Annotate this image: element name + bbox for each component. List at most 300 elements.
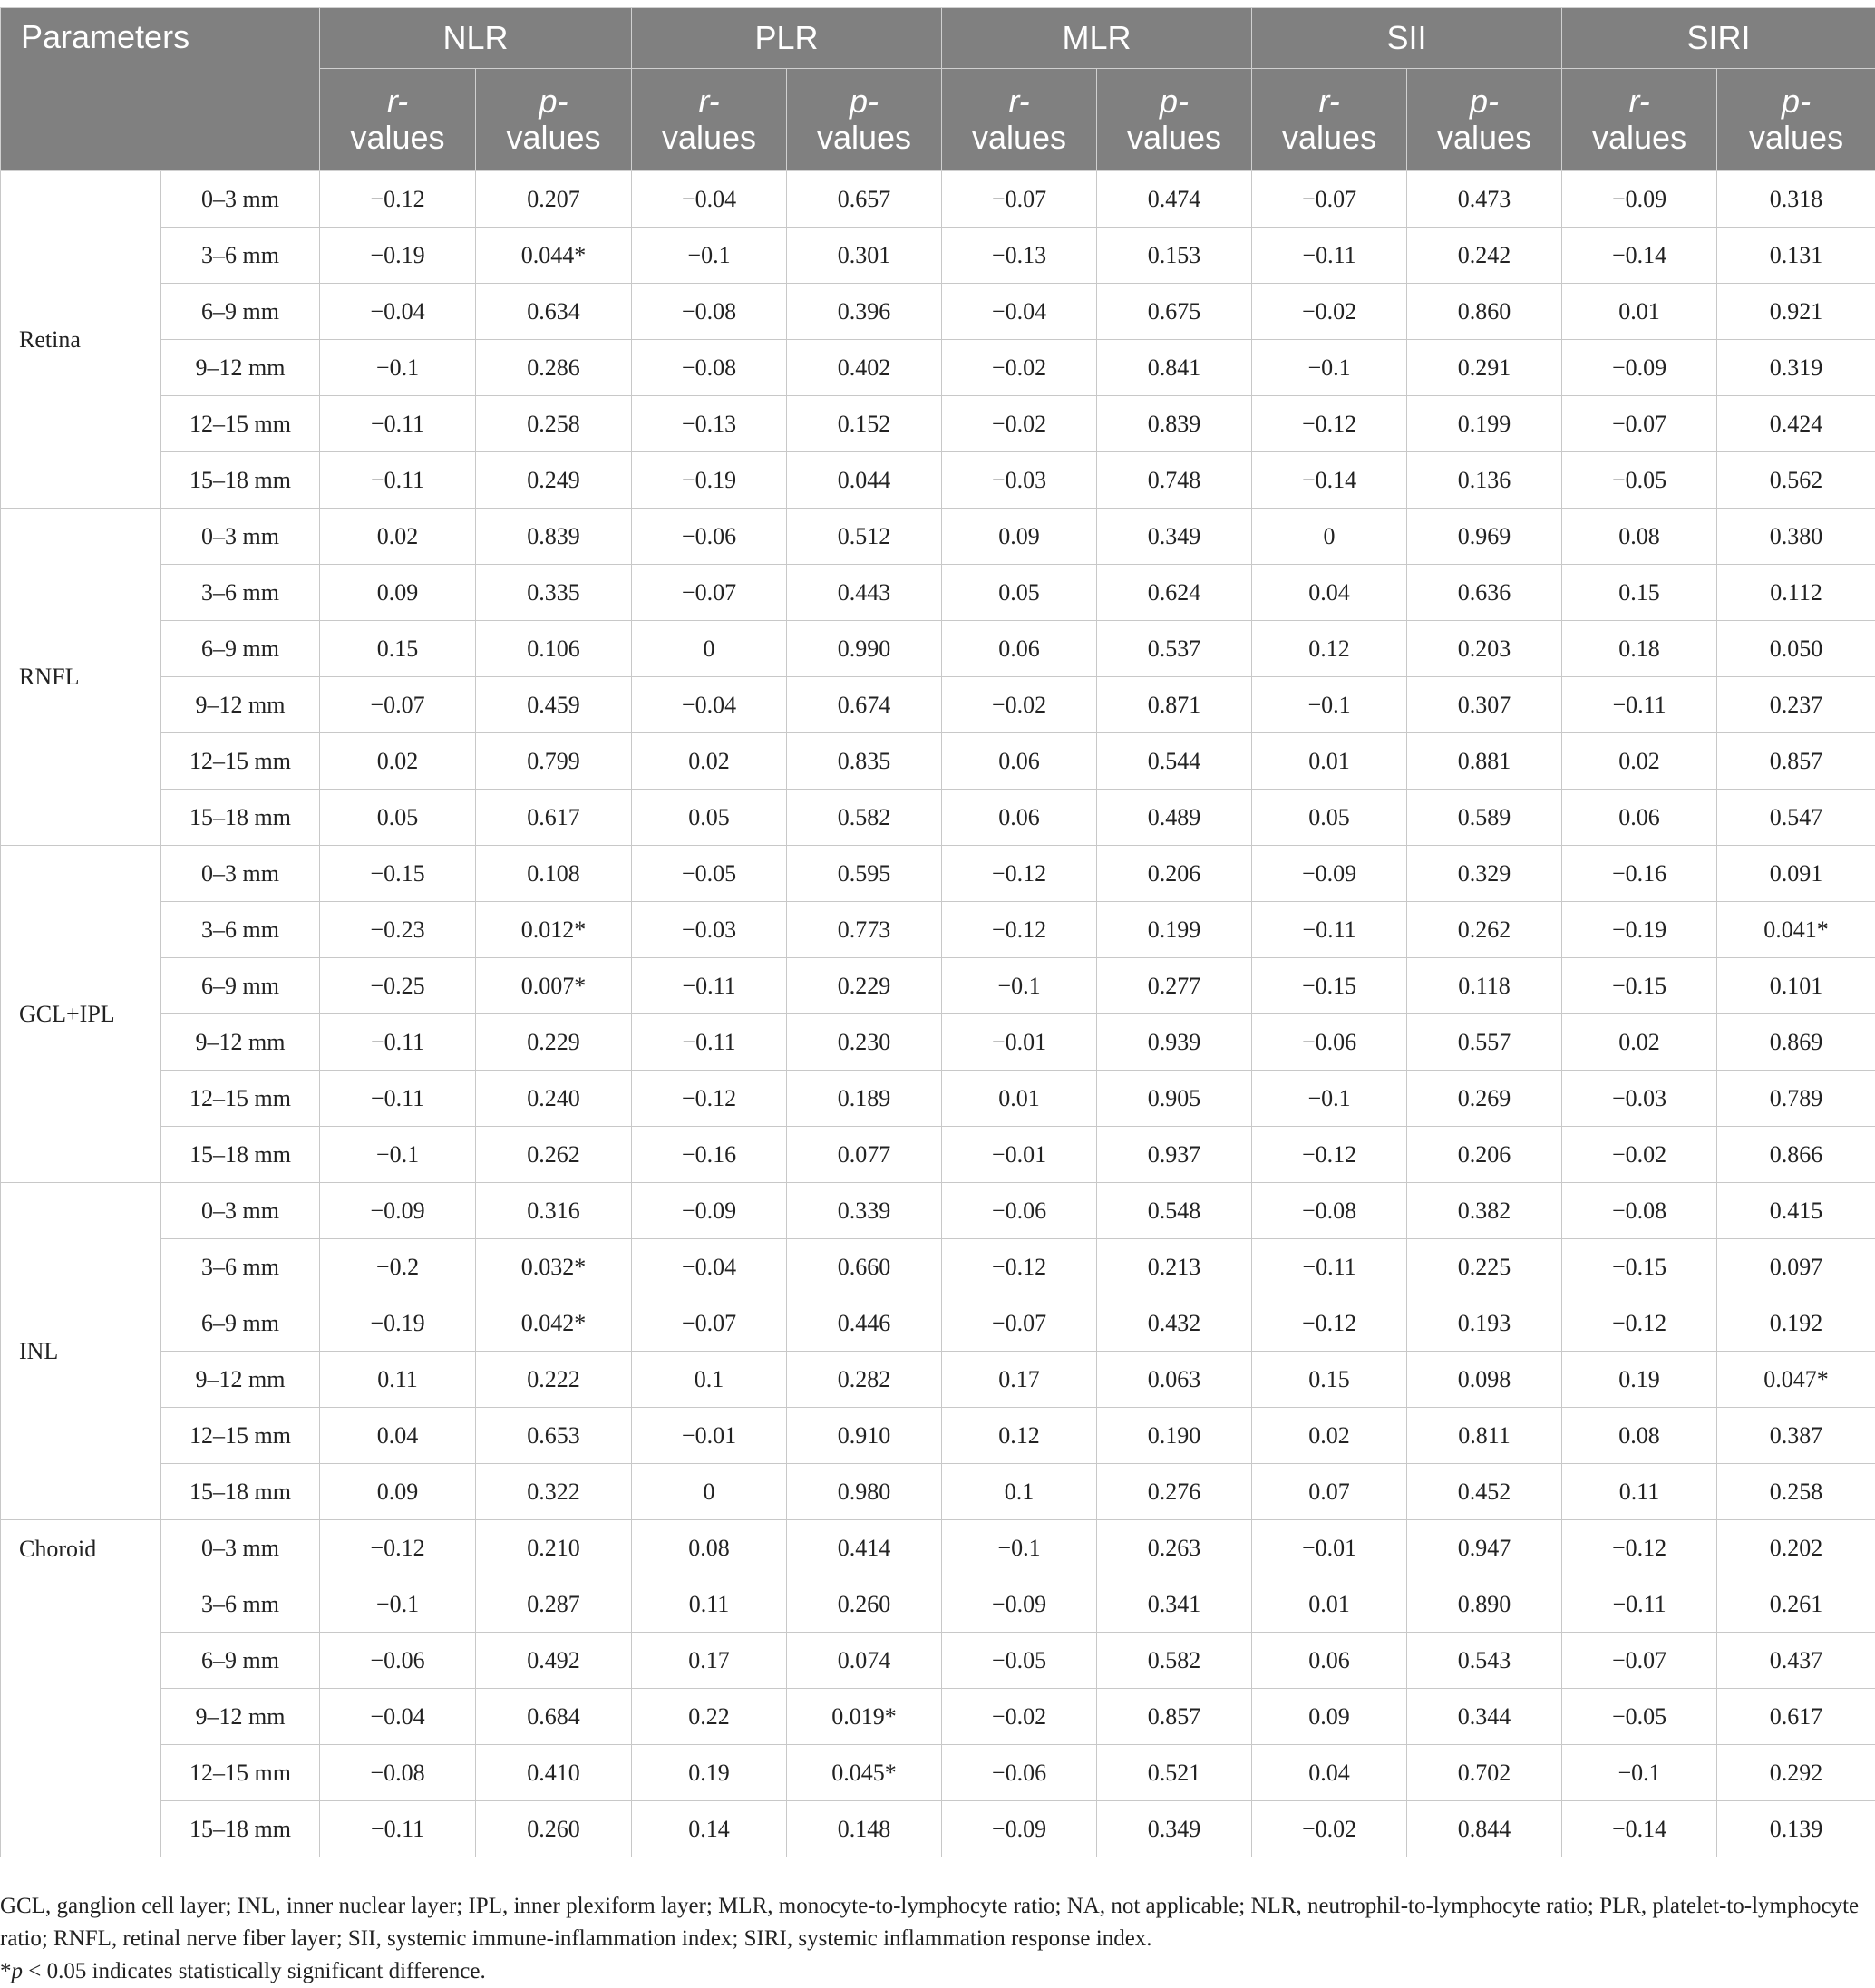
p-value-cell: 0.189 (787, 1071, 942, 1127)
p-value-cell: 0.617 (476, 790, 632, 846)
p-value-cell: 0.980 (787, 1464, 942, 1520)
r-value-cell: 0.02 (320, 509, 476, 565)
r-value-cell: 0.08 (1562, 509, 1717, 565)
p-value-cell: 0.242 (1407, 228, 1562, 284)
header-plr-r-values (632, 69, 787, 171)
p-value-cell: 0.050 (1717, 621, 1875, 677)
p-value-cell: 0.097 (1717, 1239, 1875, 1295)
p-value-cell: 0.657 (787, 171, 942, 228)
p-value-cell: 0.249 (476, 452, 632, 509)
range-label: 6–9 mm (161, 284, 320, 340)
header-values-word: values (1749, 119, 1843, 156)
r-value-cell: −0.12 (632, 1071, 787, 1127)
p-value-cell: 0.292 (1717, 1745, 1875, 1801)
r-value-cell: 0.02 (1252, 1408, 1407, 1464)
header-p-prefix: p- (1782, 82, 1811, 120)
p-value-cell: 0.260 (787, 1576, 942, 1633)
r-value-cell: 0.04 (1252, 565, 1407, 621)
header-sii-p-values (1407, 69, 1562, 171)
header-sii-r-values (1252, 69, 1407, 171)
p-value-cell: 0.344 (1407, 1689, 1562, 1745)
r-value-cell: −0.12 (942, 846, 1097, 902)
header-values-word: values (817, 119, 911, 156)
table-row (1, 1633, 1875, 1689)
range-label: 9–12 mm (161, 340, 320, 396)
p-value-cell: 0.229 (476, 1014, 632, 1071)
table-row (1, 171, 1875, 228)
p-value-cell: 0.844 (1407, 1801, 1562, 1857)
range-label: 9–12 mm (161, 1352, 320, 1408)
p-value-cell: 0.229 (787, 958, 942, 1014)
r-value-cell: −0.1 (320, 340, 476, 396)
header-metric-mlr: MLR (942, 8, 1252, 69)
p-value-cell: 0.269 (1407, 1071, 1562, 1127)
p-value-cell: 0.230 (787, 1014, 942, 1071)
r-value-cell: 0.18 (1562, 621, 1717, 677)
header-metric-plr: PLR (632, 8, 942, 69)
header-metric-nlr: NLR (320, 8, 632, 69)
range-label: 12–15 mm (161, 1071, 320, 1127)
r-value-cell: −0.07 (632, 565, 787, 621)
p-value-cell: 0.582 (787, 790, 942, 846)
range-label: 3–6 mm (161, 1576, 320, 1633)
r-value-cell: −0.07 (1252, 171, 1407, 228)
table-row (1, 1745, 1875, 1801)
r-value-cell: −0.09 (942, 1576, 1097, 1633)
table-row (1, 1295, 1875, 1352)
footnote-significance (0, 1955, 1875, 1988)
group-label: Retina (1, 171, 161, 509)
p-value-cell: 0.136 (1407, 452, 1562, 509)
r-value-cell: −0.07 (942, 1295, 1097, 1352)
header-p-prefix: p- (850, 82, 879, 120)
r-value-cell: −0.12 (942, 902, 1097, 958)
r-value-cell: 0.05 (320, 790, 476, 846)
r-value-cell: −0.1 (942, 1520, 1097, 1576)
p-value-cell: 0.091 (1717, 846, 1875, 902)
r-value-cell: −0.06 (1252, 1014, 1407, 1071)
p-value-cell: 0.474 (1097, 171, 1252, 228)
r-value-cell: −0.1 (632, 228, 787, 284)
r-value-cell: −0.12 (1562, 1520, 1717, 1576)
r-value-cell: −0.11 (1252, 228, 1407, 284)
r-value-cell: −0.1 (320, 1576, 476, 1633)
p-value-cell: 0.042* (476, 1295, 632, 1352)
p-value-cell: 0.192 (1717, 1295, 1875, 1352)
r-value-cell: −0.05 (1562, 1689, 1717, 1745)
r-value-cell: −0.11 (320, 1014, 476, 1071)
r-value-cell: 0.15 (320, 621, 476, 677)
range-label: 0–3 mm (161, 1183, 320, 1239)
r-value-cell: −0.04 (632, 1239, 787, 1295)
r-value-cell: 0.06 (942, 621, 1097, 677)
range-label: 6–9 mm (161, 1633, 320, 1689)
r-value-cell: −0.06 (632, 509, 787, 565)
p-value-cell: 0.674 (787, 677, 942, 733)
r-value-cell: 0.04 (1252, 1745, 1407, 1801)
header-p-prefix: p- (1160, 82, 1189, 120)
p-value-cell: 0.277 (1097, 958, 1252, 1014)
r-value-cell: −0.11 (320, 1801, 476, 1857)
p-value-cell: 0.866 (1717, 1127, 1875, 1183)
table-row (1, 902, 1875, 958)
r-value-cell: −0.09 (942, 1801, 1097, 1857)
r-value-cell: 0.05 (632, 790, 787, 846)
p-value-cell: 0.261 (1717, 1576, 1875, 1633)
p-value-cell: 0.789 (1717, 1071, 1875, 1127)
r-value-cell: 0.09 (320, 565, 476, 621)
p-value-cell: 0.443 (787, 565, 942, 621)
header-values-word: values (1437, 119, 1531, 156)
r-value-cell: 0.11 (1562, 1464, 1717, 1520)
r-value-cell: 0 (1252, 509, 1407, 565)
r-value-cell: 0.07 (1252, 1464, 1407, 1520)
p-value-cell: 0.432 (1097, 1295, 1252, 1352)
r-value-cell: 0.06 (942, 790, 1097, 846)
table-row (1, 958, 1875, 1014)
r-value-cell: −0.01 (942, 1127, 1097, 1183)
r-value-cell: −0.11 (632, 958, 787, 1014)
r-value-cell: −0.12 (1252, 396, 1407, 452)
r-value-cell: 0.22 (632, 1689, 787, 1745)
r-value-cell: −0.03 (1562, 1071, 1717, 1127)
r-value-cell: −0.12 (942, 1239, 1097, 1295)
r-value-cell: −0.09 (1562, 340, 1717, 396)
r-value-cell: −0.03 (942, 452, 1097, 509)
r-value-cell: −0.11 (632, 1014, 787, 1071)
header-r-prefix: r- (387, 82, 408, 120)
p-value-cell: 0.921 (1717, 284, 1875, 340)
table-row (1, 1352, 1875, 1408)
p-value-cell: 0.098 (1407, 1352, 1562, 1408)
p-value-cell: 0.258 (476, 396, 632, 452)
p-value-cell: 0.041* (1717, 902, 1875, 958)
header-r-prefix: r- (1318, 82, 1339, 120)
range-label: 15–18 mm (161, 790, 320, 846)
range-label: 6–9 mm (161, 958, 320, 1014)
r-value-cell: 0.17 (632, 1633, 787, 1689)
p-value-cell: 0.387 (1717, 1408, 1875, 1464)
r-value-cell: −0.16 (1562, 846, 1717, 902)
p-value-cell: 0.007* (476, 958, 632, 1014)
r-value-cell: −0.15 (1562, 1239, 1717, 1295)
p-value-cell: 0.947 (1407, 1520, 1562, 1576)
r-value-cell: 0.01 (1562, 284, 1717, 340)
p-value-cell: 0.860 (1407, 284, 1562, 340)
r-value-cell: 0.11 (632, 1576, 787, 1633)
p-value-cell: 0.702 (1407, 1745, 1562, 1801)
p-value-cell: 0.811 (1407, 1408, 1562, 1464)
r-value-cell: 0 (632, 1464, 787, 1520)
range-label: 3–6 mm (161, 1239, 320, 1295)
footnote-significance-text: < 0.05 indicates statistically significant difference. (23, 1959, 486, 1983)
range-label: 15–18 mm (161, 452, 320, 509)
r-value-cell: 0.1 (942, 1464, 1097, 1520)
p-value-cell: 0.990 (787, 621, 942, 677)
table-row (1, 340, 1875, 396)
p-value-cell: 0.544 (1097, 733, 1252, 790)
r-value-cell: −0.12 (1252, 1295, 1407, 1352)
range-label: 3–6 mm (161, 902, 320, 958)
r-value-cell: −0.09 (1562, 171, 1717, 228)
r-value-cell: 0.06 (1562, 790, 1717, 846)
table-row (1, 396, 1875, 452)
r-value-cell: −0.04 (632, 171, 787, 228)
range-label: 9–12 mm (161, 1689, 320, 1745)
r-value-cell: −0.15 (1562, 958, 1717, 1014)
p-value-cell: 0.557 (1407, 1014, 1562, 1071)
p-value-cell: 0.108 (476, 846, 632, 902)
table-body (1, 171, 1875, 1857)
r-value-cell: −0.11 (1252, 1239, 1407, 1295)
p-value-cell: 0.881 (1407, 733, 1562, 790)
table-row (1, 509, 1875, 565)
p-value-cell: 0.562 (1717, 452, 1875, 509)
p-value-cell: 0.857 (1717, 733, 1875, 790)
r-value-cell: −0.04 (942, 284, 1097, 340)
p-value-cell: 0.349 (1097, 1801, 1252, 1857)
table-row (1, 1014, 1875, 1071)
p-value-cell: 0.402 (787, 340, 942, 396)
p-value-cell: 0.636 (1407, 565, 1562, 621)
p-value-cell: 0.595 (787, 846, 942, 902)
p-value-cell: 0.548 (1097, 1183, 1252, 1239)
r-value-cell: 0.02 (632, 733, 787, 790)
footnote-star: * (0, 1959, 12, 1983)
r-value-cell: 0.08 (632, 1520, 787, 1576)
correlation-table (0, 7, 1875, 1857)
r-value-cell: 0.01 (1252, 733, 1407, 790)
r-value-cell: −0.14 (1562, 228, 1717, 284)
header-plr-p-values (787, 69, 942, 171)
p-value-cell: 0.537 (1097, 621, 1252, 677)
p-value-cell: 0.512 (787, 509, 942, 565)
p-value-cell: 0.543 (1407, 1633, 1562, 1689)
r-value-cell: −0.01 (942, 1014, 1097, 1071)
header-values-word: values (1592, 119, 1686, 156)
header-values-word: values (972, 119, 1066, 156)
r-value-cell: 0.06 (942, 733, 1097, 790)
p-value-cell: 0.318 (1717, 171, 1875, 228)
p-value-cell: 0.489 (1097, 790, 1252, 846)
p-value-cell: 0.193 (1407, 1295, 1562, 1352)
range-label: 0–3 mm (161, 846, 320, 902)
range-label: 0–3 mm (161, 1520, 320, 1576)
r-value-cell: −0.07 (1562, 1633, 1717, 1689)
r-value-cell: −0.25 (320, 958, 476, 1014)
p-value-cell: 0.044 (787, 452, 942, 509)
p-value-cell: 0.106 (476, 621, 632, 677)
group-label: GCL+IPL (1, 846, 161, 1183)
r-value-cell: −0.07 (632, 1295, 787, 1352)
p-value-cell: 0.019* (787, 1689, 942, 1745)
p-value-cell: 0.207 (476, 171, 632, 228)
r-value-cell: −0.05 (632, 846, 787, 902)
r-value-cell: −0.02 (942, 1689, 1097, 1745)
p-value-cell: 0.653 (476, 1408, 632, 1464)
range-label: 15–18 mm (161, 1127, 320, 1183)
header-values-word: values (662, 119, 756, 156)
p-value-cell: 0.349 (1097, 509, 1252, 565)
p-value-cell: 0.262 (476, 1127, 632, 1183)
p-value-cell: 0.547 (1717, 790, 1875, 846)
range-label: 6–9 mm (161, 1295, 320, 1352)
header-r-prefix: r- (698, 82, 719, 120)
r-value-cell: −0.05 (942, 1633, 1097, 1689)
p-value-cell: 0.206 (1407, 1127, 1562, 1183)
p-value-cell: 0.240 (476, 1071, 632, 1127)
p-value-cell: 0.835 (787, 733, 942, 790)
footnote-p-symbol: p (12, 1959, 24, 1983)
r-value-cell: −0.08 (1562, 1183, 1717, 1239)
p-value-cell: 0.199 (1407, 396, 1562, 452)
r-value-cell: −0.11 (1562, 677, 1717, 733)
header-siri-r-values (1562, 69, 1717, 171)
p-value-cell: 0.287 (476, 1576, 632, 1633)
r-value-cell: −0.12 (1562, 1295, 1717, 1352)
range-label: 9–12 mm (161, 677, 320, 733)
p-value-cell: 0.263 (1097, 1520, 1252, 1576)
group-label: RNFL (1, 509, 161, 846)
p-value-cell: 0.329 (1407, 846, 1562, 902)
table-row (1, 1520, 1875, 1576)
table-row (1, 284, 1875, 340)
r-value-cell: −0.1 (1562, 1745, 1717, 1801)
p-value-cell: 0.969 (1407, 509, 1562, 565)
p-value-cell: 0.199 (1097, 902, 1252, 958)
p-value-cell: 0.074 (787, 1633, 942, 1689)
r-value-cell: 0.04 (320, 1408, 476, 1464)
r-value-cell: −0.15 (320, 846, 476, 902)
p-value-cell: 0.258 (1717, 1464, 1875, 1520)
p-value-cell: 0.322 (476, 1464, 632, 1520)
table-header (1, 8, 1875, 171)
p-value-cell: 0.341 (1097, 1576, 1252, 1633)
r-value-cell: −0.23 (320, 902, 476, 958)
p-value-cell: 0.684 (476, 1689, 632, 1745)
p-value-cell: 0.213 (1097, 1239, 1252, 1295)
p-value-cell: 0.410 (476, 1745, 632, 1801)
table-row (1, 1183, 1875, 1239)
range-label: 15–18 mm (161, 1464, 320, 1520)
table-row (1, 565, 1875, 621)
header-row-metrics (1, 8, 1875, 69)
p-value-cell: 0.206 (1097, 846, 1252, 902)
p-value-cell: 0.276 (1097, 1464, 1252, 1520)
p-value-cell: 0.044* (476, 228, 632, 284)
p-value-cell: 0.335 (476, 565, 632, 621)
p-value-cell: 0.773 (787, 902, 942, 958)
header-p-prefix: p- (1470, 82, 1499, 120)
r-value-cell: 0 (632, 621, 787, 677)
p-value-cell: 0.869 (1717, 1014, 1875, 1071)
table-row (1, 677, 1875, 733)
r-value-cell: −0.02 (1252, 284, 1407, 340)
r-value-cell: 0.09 (320, 1464, 476, 1520)
r-value-cell: −0.03 (632, 902, 787, 958)
p-value-cell: 0.222 (476, 1352, 632, 1408)
p-value-cell: 0.492 (476, 1633, 632, 1689)
table-row (1, 790, 1875, 846)
r-value-cell: −0.1 (942, 958, 1097, 1014)
p-value-cell: 0.452 (1407, 1464, 1562, 1520)
table-row (1, 1071, 1875, 1127)
r-value-cell: −0.12 (320, 171, 476, 228)
header-metric-sii: SII (1252, 8, 1562, 69)
p-value-cell: 0.415 (1717, 1183, 1875, 1239)
p-value-cell: 0.937 (1097, 1127, 1252, 1183)
p-value-cell: 0.202 (1717, 1520, 1875, 1576)
r-value-cell: −0.01 (1252, 1520, 1407, 1576)
p-value-cell: 0.139 (1717, 1801, 1875, 1857)
r-value-cell: 0.14 (632, 1801, 787, 1857)
r-value-cell: 0.05 (1252, 790, 1407, 846)
p-value-cell: 0.282 (787, 1352, 942, 1408)
r-value-cell: −0.06 (942, 1183, 1097, 1239)
r-value-cell: 0.09 (1252, 1689, 1407, 1745)
range-label: 3–6 mm (161, 228, 320, 284)
r-value-cell: −0.14 (1252, 452, 1407, 509)
p-value-cell: 0.262 (1407, 902, 1562, 958)
r-value-cell: −0.08 (320, 1745, 476, 1801)
r-value-cell: −0.08 (1252, 1183, 1407, 1239)
r-value-cell: −0.02 (942, 396, 1097, 452)
p-value-cell: 0.675 (1097, 284, 1252, 340)
p-value-cell: 0.905 (1097, 1071, 1252, 1127)
r-value-cell: −0.07 (320, 677, 476, 733)
r-value-cell: 0.12 (942, 1408, 1097, 1464)
p-value-cell: 0.260 (476, 1801, 632, 1857)
range-label: 0–3 mm (161, 171, 320, 228)
header-r-prefix: r- (1008, 82, 1029, 120)
range-label: 6–9 mm (161, 621, 320, 677)
p-value-cell: 0.582 (1097, 1633, 1252, 1689)
p-value-cell: 0.910 (787, 1408, 942, 1464)
p-value-cell: 0.424 (1717, 396, 1875, 452)
r-value-cell: −0.11 (320, 452, 476, 509)
r-value-cell: 0.15 (1562, 565, 1717, 621)
table-row (1, 1576, 1875, 1633)
p-value-cell: 0.660 (787, 1239, 942, 1295)
r-value-cell: −0.13 (942, 228, 1097, 284)
p-value-cell: 0.190 (1097, 1408, 1252, 1464)
p-value-cell: 0.210 (476, 1520, 632, 1576)
p-value-cell: 0.307 (1407, 677, 1562, 733)
range-label: 12–15 mm (161, 396, 320, 452)
p-value-cell: 0.012* (476, 902, 632, 958)
r-value-cell: −0.02 (1252, 1801, 1407, 1857)
r-value-cell: −0.1 (1252, 677, 1407, 733)
range-label: 12–15 mm (161, 733, 320, 790)
range-label: 15–18 mm (161, 1801, 320, 1857)
r-value-cell: 0.02 (1562, 1014, 1717, 1071)
range-label: 3–6 mm (161, 565, 320, 621)
p-value-cell: 0.380 (1717, 509, 1875, 565)
r-value-cell: −0.12 (320, 1520, 476, 1576)
r-value-cell: 0.12 (1252, 621, 1407, 677)
table-row (1, 452, 1875, 509)
p-value-cell: 0.521 (1097, 1745, 1252, 1801)
r-value-cell: 0.05 (942, 565, 1097, 621)
range-label: 12–15 mm (161, 1745, 320, 1801)
p-value-cell: 0.153 (1097, 228, 1252, 284)
range-label: 0–3 mm (161, 509, 320, 565)
p-value-cell: 0.131 (1717, 228, 1875, 284)
r-value-cell: −0.1 (1252, 340, 1407, 396)
r-value-cell: 0.19 (1562, 1352, 1717, 1408)
r-value-cell: −0.06 (942, 1745, 1097, 1801)
p-value-cell: 0.203 (1407, 621, 1562, 677)
